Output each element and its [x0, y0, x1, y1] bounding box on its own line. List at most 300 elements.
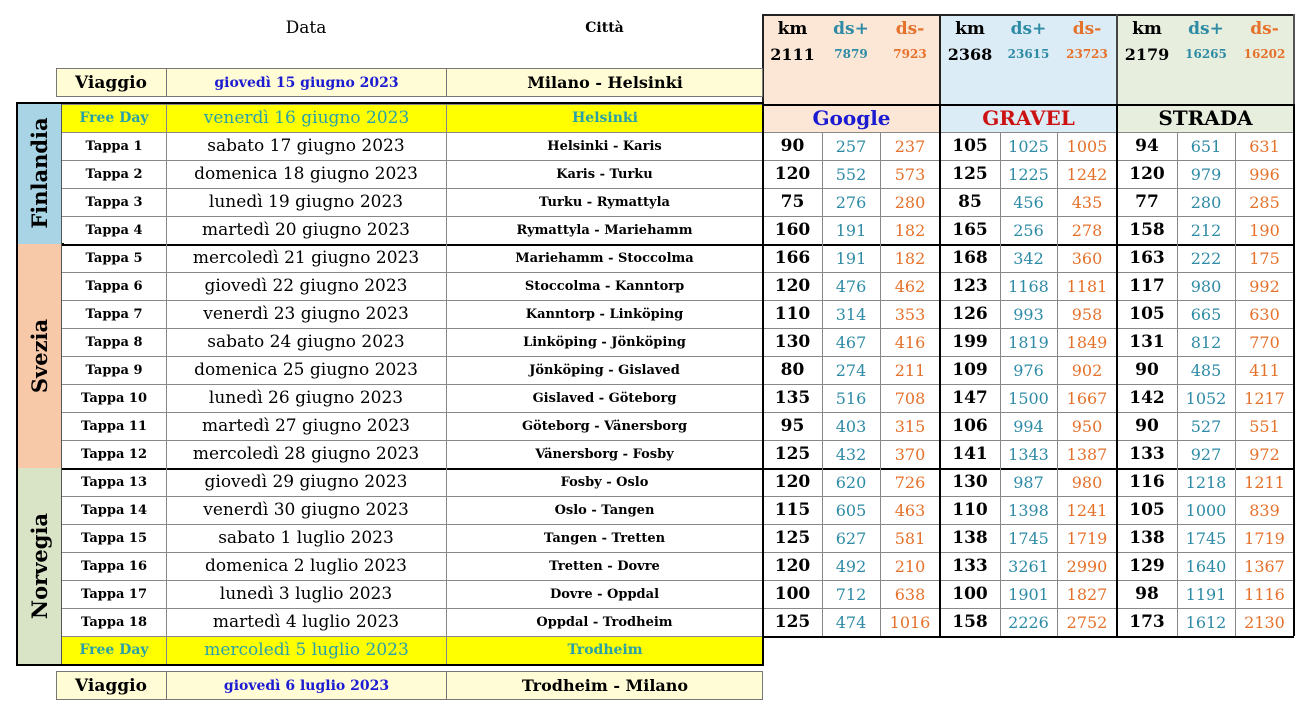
- row-line: [62, 552, 763, 553]
- strada-dn-value: 972: [1249, 444, 1280, 464]
- gravel-dn-value: 435: [1071, 192, 1103, 212]
- gravel-km-value: 138: [952, 528, 988, 548]
- strada-dn-value: 1211: [1244, 472, 1285, 492]
- gravel-km-value: 199: [952, 332, 988, 352]
- num-row-line: [763, 608, 1294, 609]
- google-km-value: 115: [774, 500, 811, 520]
- num-row-line: [763, 384, 1294, 385]
- num-row-line: [763, 328, 1294, 329]
- country-norvegia-label: Norvegia: [27, 512, 52, 620]
- viaggio-return-label: Viaggio: [75, 675, 147, 696]
- google-up-value: 605: [835, 500, 867, 520]
- strada-up-value: 1745: [1185, 528, 1227, 548]
- strada-up-value: 665: [1190, 304, 1222, 324]
- google-dn-value: 726: [894, 472, 926, 492]
- strada-up-value: 651: [1190, 136, 1222, 156]
- strada-km-value: 77: [1135, 192, 1159, 212]
- num-col-line: [822, 132, 823, 636]
- row-line: [62, 440, 763, 441]
- strada-km-value: 158: [1129, 220, 1165, 240]
- strada-dn-value: 996: [1249, 164, 1280, 184]
- stage-number: Tappa 16: [80, 558, 148, 574]
- gravel-dn-value: 1387: [1066, 444, 1108, 464]
- google-up-value: 191: [835, 220, 867, 240]
- num-row-line: [763, 160, 1294, 161]
- strada-dn-value: 1116: [1244, 584, 1285, 604]
- google-up-value: 191: [835, 248, 867, 268]
- strada-up-value: 1218: [1185, 472, 1227, 492]
- gravel-up-value: 1398: [1008, 500, 1049, 520]
- stage-route: Göteborg - Vänersborg: [521, 418, 688, 434]
- strada-km-value: 138: [1129, 528, 1165, 548]
- google-dn-value: 210: [894, 556, 926, 576]
- stage-route: Tangen - Tretten: [543, 530, 666, 546]
- gravel-up-value: 1500: [1008, 388, 1049, 408]
- google-up-value: 467: [835, 332, 867, 352]
- stage-route: Gislaved - Göteborg: [532, 390, 677, 406]
- strada-km-value: 129: [1129, 556, 1165, 576]
- stage-number: Tappa 8: [85, 334, 143, 350]
- num-row-line: [763, 580, 1294, 581]
- stage-number: Tappa 3: [85, 194, 143, 210]
- country-finlandia-label: Finlandia: [27, 117, 52, 229]
- strada-dn-value: 1217: [1244, 388, 1285, 408]
- stage-date: mercoledì 21 giugno 2023: [192, 248, 420, 268]
- stage-date: martedì 27 giugno 2023: [201, 416, 411, 436]
- num-col-line: [1235, 132, 1236, 636]
- google-km-value: 135: [774, 388, 811, 408]
- strada-km-value: 163: [1129, 248, 1165, 268]
- stage-date: giovedì 29 giugno 2023: [204, 472, 408, 492]
- gravel-km-value: 165: [952, 220, 988, 240]
- num-row-line: [763, 132, 1294, 133]
- num-row-line: [763, 468, 1294, 470]
- gravel-km-value: 130: [952, 472, 988, 492]
- strada-km-value: 133: [1129, 444, 1165, 464]
- num-row-line: [763, 412, 1294, 413]
- num-row-line: [763, 636, 1294, 638]
- title-divider: [1293, 104, 1295, 132]
- google-dn-value: 182: [894, 248, 926, 268]
- gravel-dn-value: 2752: [1066, 612, 1108, 632]
- google-km-value: 125: [774, 444, 811, 464]
- strada-up-value: 927: [1190, 444, 1222, 464]
- num-col-line: [939, 132, 941, 636]
- strada-up-value: 1191: [1185, 584, 1227, 604]
- num-row-line: [763, 552, 1294, 553]
- outer-left-border: [16, 102, 18, 666]
- gravel-dn-value: 1849: [1066, 332, 1108, 352]
- gravel-km-value: 158: [952, 612, 988, 632]
- viaggio-outbound-label: Viaggio: [75, 72, 147, 93]
- gravel-km-value: 141: [952, 444, 988, 464]
- row-line: [62, 216, 763, 217]
- google-dn-value: 581: [894, 528, 926, 548]
- strada-summary-up-label: ds+: [1188, 19, 1224, 39]
- col-line: [166, 104, 167, 664]
- seam: [62, 243, 64, 244]
- gravel-km-value: 147: [952, 388, 988, 408]
- stage-date: lunedì 26 giugno 2023: [208, 388, 404, 408]
- stage-route: Mariehamm - Stoccolma: [515, 250, 694, 266]
- free-day-start-city: Helsinki: [446, 104, 763, 132]
- stage-route: Karis - Turku: [556, 166, 653, 182]
- google-km-value: 110: [774, 304, 811, 324]
- strada-up-value: 527: [1190, 416, 1222, 436]
- strada-up-value: 280: [1190, 192, 1222, 212]
- strada-up-value: 979: [1190, 164, 1222, 184]
- stage-number: Tappa 13: [80, 474, 148, 490]
- stage-route: Rymattyla - Mariehamm: [516, 222, 693, 238]
- strada-km-value: 105: [1129, 500, 1165, 520]
- gravel-up-value: 1745: [1008, 528, 1049, 548]
- strada-dn-value: 770: [1249, 332, 1280, 352]
- stage-route: Linköping - Jönköping: [523, 334, 686, 350]
- summary-divider-1: [939, 14, 941, 104]
- google-up-value: 314: [835, 304, 867, 324]
- viaggio-return-date: giovedì 6 luglio 2023: [166, 671, 446, 700]
- strada-title: STRADA: [1158, 106, 1253, 130]
- strada-summary-km-label: km: [1132, 19, 1162, 39]
- google-dn-value: 638: [894, 584, 926, 604]
- strada-km-value: 98: [1135, 584, 1159, 604]
- gravel-up-value: 1025: [1008, 136, 1049, 156]
- strada-km-value: 117: [1129, 276, 1165, 296]
- gravel-dn-value: 278: [1071, 220, 1103, 240]
- stage-date: venerdì 30 giugno 2023: [203, 500, 409, 520]
- stage-number: Tappa 9: [85, 362, 143, 378]
- num-col-line: [1177, 132, 1178, 636]
- stage-date: martedì 20 giugno 2023: [201, 220, 411, 240]
- strada-km-value: 105: [1129, 304, 1165, 324]
- google-km-value: 90: [780, 136, 805, 156]
- strada-dn-value: 1367: [1244, 556, 1285, 576]
- stage-number: Tappa 7: [85, 306, 143, 322]
- strada-km-value: 94: [1135, 136, 1159, 156]
- gravel-dn-value: 958: [1071, 304, 1103, 324]
- google-km-value: 130: [774, 332, 811, 352]
- num-row-line: [763, 356, 1294, 357]
- strada-km-value: 120: [1129, 164, 1165, 184]
- google-dn-value: 370: [894, 444, 926, 464]
- summary-divider-2: [1116, 14, 1118, 104]
- gravel-km-value: 126: [952, 304, 988, 324]
- google-km-value: 125: [774, 528, 811, 548]
- gravel-summary-dn-total: 23723: [1066, 47, 1108, 61]
- num-col-line: [1293, 132, 1295, 636]
- summary-right-border: [1293, 14, 1295, 104]
- stage-date: sabato 24 giugno 2023: [207, 332, 405, 352]
- gravel-summary-up-total: 23615: [1007, 47, 1050, 61]
- strada-dn-value: 631: [1249, 136, 1280, 156]
- strada-summary-up-total: 16265: [1185, 47, 1227, 61]
- stage-date: giovedì 22 giugno 2023: [204, 276, 408, 296]
- google-dn-value: 462: [894, 276, 926, 296]
- google-dn-value: 182: [894, 220, 926, 240]
- num-col-line: [1000, 132, 1001, 636]
- google-up-value: 432: [835, 444, 867, 464]
- stage-route: Vänersborg - Fosby: [535, 446, 674, 462]
- gravel-km-value: 109: [952, 360, 988, 380]
- stage-date: lunedì 19 giugno 2023: [208, 192, 404, 212]
- stage-route: Oslo - Tangen: [554, 502, 655, 518]
- strada-up-value: 980: [1190, 276, 1222, 296]
- google-up-value: 276: [835, 192, 867, 212]
- num-row-line: [763, 188, 1294, 189]
- row-line: [62, 496, 763, 497]
- gravel-dn-value: 1241: [1066, 500, 1108, 520]
- google-up-value: 627: [835, 528, 867, 548]
- num-col-line: [1116, 132, 1118, 636]
- stage-route: Stoccolma - Kanntorp: [524, 278, 685, 294]
- row-line: [62, 608, 763, 609]
- stage-route: Jönköping - Gislaved: [529, 362, 680, 378]
- stage-date: sabato 1 luglio 2023: [218, 528, 394, 548]
- gravel-up-value: 3261: [1008, 556, 1049, 576]
- num-row-line: [763, 244, 1294, 246]
- google-summary-up-total: 7879: [834, 47, 868, 61]
- free-day-end-city: Trodheim: [446, 636, 763, 664]
- free-day-start-label: Free Day: [79, 110, 149, 126]
- gravel-up-value: 976: [1013, 360, 1044, 380]
- summary-top-border: [762, 14, 1295, 16]
- strada-km-value: 116: [1129, 472, 1165, 492]
- strada-km-value: 142: [1129, 388, 1165, 408]
- stage-date: domenica 2 luglio 2023: [204, 556, 407, 576]
- google-up-value: 712: [835, 584, 867, 604]
- gravel-dn-value: 1242: [1066, 164, 1108, 184]
- num-col-line: [762, 104, 764, 636]
- google-dn-value: 463: [894, 500, 926, 520]
- gravel-summary-km-total: 2368: [947, 44, 993, 64]
- outer-top-border: [16, 102, 764, 104]
- stage-route: Dovre - Oppdal: [549, 586, 660, 602]
- strada-up-value: 812: [1190, 332, 1222, 352]
- strada-dn-value: 1719: [1244, 528, 1285, 548]
- row-line: [62, 384, 763, 385]
- stage-route: Oppdal - Trodheim: [536, 614, 673, 630]
- gravel-title: GRAVEL: [982, 106, 1075, 130]
- title-divider: [1116, 104, 1118, 132]
- google-dn-value: 211: [894, 360, 926, 380]
- gravel-km-value: 168: [952, 248, 988, 268]
- gravel-up-value: 1901: [1008, 584, 1049, 604]
- stage-number: Tappa 14: [80, 502, 148, 518]
- strada-dn-value: 175: [1249, 248, 1280, 268]
- gravel-dn-value: 1005: [1066, 136, 1108, 156]
- google-km-value: 120: [774, 556, 811, 576]
- country-svezia-label: Svezia: [27, 318, 52, 394]
- stage-number: Tappa 17: [80, 586, 148, 602]
- google-km-value: 125: [774, 612, 811, 632]
- google-km-value: 120: [774, 276, 811, 296]
- row-line: [62, 132, 763, 133]
- google-up-value: 552: [835, 164, 867, 184]
- row-line: [62, 160, 763, 161]
- data-column-header: Data: [285, 18, 327, 38]
- gravel-km-value: 106: [952, 416, 988, 436]
- num-row-line: [763, 440, 1294, 441]
- gravel-up-value: 987: [1013, 472, 1044, 492]
- gravel-summary-km-label: km: [955, 19, 985, 39]
- google-dn-value: 1016: [889, 612, 931, 632]
- strada-dn-value: 839: [1249, 500, 1280, 520]
- num-row-line: [763, 524, 1294, 525]
- gravel-summary-up-label: ds+: [1010, 19, 1047, 39]
- google-summary-dn-total: 7923: [893, 47, 927, 61]
- google-dn-value: 315: [894, 416, 926, 436]
- row-line: [62, 300, 763, 301]
- strada-up-value: 1052: [1185, 388, 1227, 408]
- gravel-dn-value: 360: [1071, 248, 1103, 268]
- google-km-value: 120: [774, 164, 811, 184]
- stage-number: Tappa 12: [80, 446, 148, 462]
- stage-date: domenica 18 giugno 2023: [194, 164, 418, 184]
- gravel-up-value: 256: [1013, 220, 1044, 240]
- strada-up-value: 1612: [1185, 612, 1227, 632]
- gravel-km-value: 100: [952, 584, 988, 604]
- strada-km-value: 90: [1135, 416, 1159, 436]
- google-km-value: 95: [780, 416, 805, 436]
- google-km-value: 120: [774, 472, 811, 492]
- gravel-up-value: 1225: [1008, 164, 1049, 184]
- gravel-dn-value: 1719: [1066, 528, 1108, 548]
- google-summary-km-total: 2111: [770, 44, 815, 64]
- title-divider: [939, 104, 941, 132]
- stage-number: Tappa 6: [85, 278, 143, 294]
- gravel-summary-dn-label: ds-: [1072, 19, 1102, 39]
- stage-date: martedì 4 luglio 2023: [212, 612, 400, 632]
- gravel-up-value: 1343: [1008, 444, 1049, 464]
- strada-dn-value: 2130: [1244, 612, 1285, 632]
- stage-route: Fosby - Oslo: [560, 474, 649, 490]
- col-line: [446, 104, 447, 664]
- gravel-dn-value: 950: [1071, 416, 1103, 436]
- google-km-value: 100: [774, 584, 811, 604]
- google-summary-dn-label: ds-: [895, 19, 925, 39]
- google-up-value: 620: [835, 472, 867, 492]
- strada-km-value: 131: [1129, 332, 1165, 352]
- strada-dn-value: 551: [1249, 416, 1280, 436]
- google-summary-up-label: ds+: [833, 19, 869, 39]
- google-dn-value: 708: [894, 388, 926, 408]
- free-day-end-label: Free Day: [79, 642, 149, 658]
- viaggio-return-route: Trodheim - Milano: [446, 671, 763, 700]
- free-day-start-date: venerdì 16 giugno 2023: [166, 104, 446, 132]
- gravel-km-value: 110: [952, 500, 988, 520]
- gravel-km-value: 125: [952, 164, 988, 184]
- google-km-value: 80: [780, 360, 805, 380]
- google-up-value: 492: [835, 556, 867, 576]
- stage-date: lunedì 3 luglio 2023: [219, 584, 393, 604]
- outer-right-border-tail: [762, 636, 764, 666]
- num-row-line: [763, 272, 1294, 273]
- gravel-dn-value: 1827: [1066, 584, 1108, 604]
- gravel-dn-value: 902: [1071, 360, 1103, 380]
- gravel-up-value: 342: [1013, 248, 1044, 268]
- strada-km-value: 173: [1129, 612, 1165, 632]
- viaggio-outbound-route: Milano - Helsinki: [446, 68, 763, 97]
- gravel-up-value: 993: [1013, 304, 1044, 324]
- stage-date: venerdì 23 giugno 2023: [203, 304, 409, 324]
- google-up-value: 257: [835, 136, 867, 156]
- google-up-value: 476: [835, 276, 867, 296]
- strada-up-value: 1000: [1185, 500, 1227, 520]
- num-row-line: [763, 216, 1294, 217]
- num-row-line: [763, 496, 1294, 497]
- row-line: [62, 580, 763, 581]
- google-dn-value: 416: [894, 332, 926, 352]
- gravel-up-value: 456: [1013, 192, 1044, 212]
- gravel-dn-value: 2990: [1066, 556, 1108, 576]
- strada-dn-value: 285: [1249, 192, 1280, 212]
- gravel-up-value: 1168: [1008, 276, 1049, 296]
- viaggio-outbound-date: giovedì 15 giugno 2023: [166, 68, 446, 97]
- strada-up-value: 212: [1190, 220, 1222, 240]
- gravel-dn-value: 1667: [1066, 388, 1108, 408]
- stage-number: Tappa 18: [80, 614, 148, 630]
- row-line: [62, 272, 763, 273]
- row-line: [62, 104, 763, 105]
- gravel-up-value: 994: [1013, 416, 1044, 436]
- gravel-up-value: 1819: [1008, 332, 1049, 352]
- num-col-line: [880, 132, 881, 636]
- strada-up-value: 1640: [1185, 556, 1227, 576]
- strada-summary-km-total: 2179: [1124, 44, 1170, 64]
- gravel-up-value: 2226: [1008, 612, 1049, 632]
- strada-dn-value: 992: [1249, 276, 1280, 296]
- stage-number: Tappa 4: [85, 222, 143, 238]
- google-dn-value: 353: [894, 304, 926, 324]
- gravel-km-value: 105: [952, 136, 988, 156]
- gravel-dn-value: 1181: [1066, 276, 1108, 296]
- stage-number: Tappa 1: [85, 138, 143, 154]
- google-km-value: 75: [780, 192, 805, 212]
- stage-number: Tappa 15: [80, 530, 148, 546]
- google-up-value: 403: [835, 416, 867, 436]
- google-up-value: 516: [835, 388, 867, 408]
- stage-route: Tretten - Dovre: [549, 558, 660, 574]
- stage-route: Turku - Rymattyla: [539, 194, 670, 210]
- strada-km-value: 90: [1135, 360, 1159, 380]
- row-line: [62, 244, 763, 246]
- stage-number: Tappa 10: [80, 390, 148, 406]
- google-dn-value: 280: [894, 192, 926, 212]
- google-summary-km-label: km: [777, 19, 808, 39]
- google-km-value: 166: [774, 248, 811, 268]
- row-line: [62, 328, 763, 329]
- stage-number: Tappa 2: [85, 166, 143, 182]
- gravel-dn-value: 980: [1071, 472, 1103, 492]
- row-line: [62, 356, 763, 357]
- stage-date: mercoledì 28 giugno 2023: [192, 444, 420, 464]
- strada-dn-value: 630: [1249, 304, 1280, 324]
- google-dn-value: 573: [894, 164, 926, 184]
- row-line: [62, 468, 763, 470]
- google-title: Google: [812, 106, 891, 130]
- gravel-km-value: 85: [958, 192, 982, 212]
- row-line: [62, 636, 763, 637]
- row-line: [62, 412, 763, 413]
- gravel-km-value: 133: [952, 556, 988, 576]
- city-column-header: Città: [585, 20, 624, 36]
- row-line: [62, 524, 763, 525]
- stage-date: sabato 17 giugno 2023: [207, 136, 405, 156]
- gravel-km-value: 123: [952, 276, 988, 296]
- num-row-line: [763, 104, 1294, 106]
- stage-number: Tappa 5: [85, 250, 143, 266]
- outer-bottom-border: [16, 664, 764, 666]
